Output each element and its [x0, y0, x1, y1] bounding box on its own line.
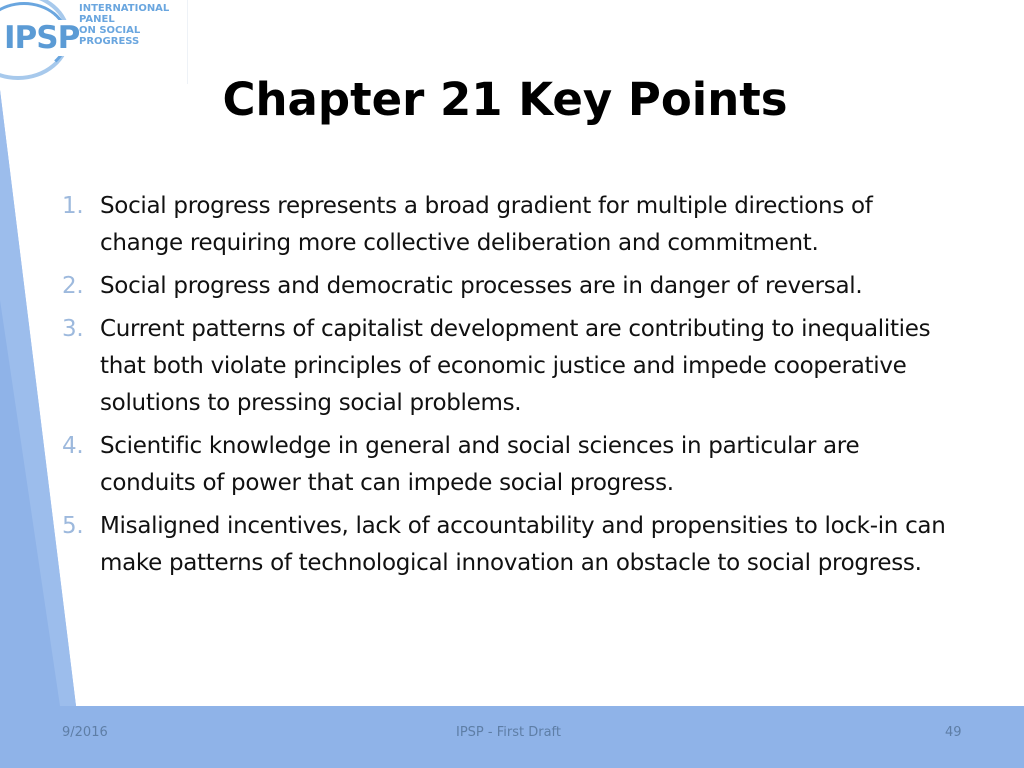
key-point-text: Social progress and democratic processes are in danger of reversal. — [100, 273, 863, 299]
slide-title: Chapter 21 Key Points — [222, 73, 788, 126]
key-point-number: 4. — [62, 433, 84, 459]
logo-org-line-2: ON SOCIAL PROGRESS — [79, 25, 141, 47]
logo-abbreviation: IPSP — [4, 20, 80, 56]
footer-date: 9/2016 — [62, 725, 108, 740]
logo-org-line-1: INTERNATIONAL PANEL — [79, 3, 170, 25]
key-point-number: 3. — [62, 316, 84, 342]
key-point-text: Social progress represents a broad gradient for multiple directions of change requiring more collective deliberation and commitment. — [100, 193, 873, 256]
key-point-text: Current patterns of capitalist development are contributing to inequalities that both violate principles of economic justice and impede cooperative solutions to pressing social problems. — [100, 316, 931, 416]
key-point-3 — [60, 311, 960, 422]
key-point-5 — [60, 508, 960, 582]
key-point-number: 5. — [62, 513, 84, 539]
logo-organization-name — [79, 3, 187, 47]
key-point-number: 1. — [62, 193, 84, 219]
key-point-number: 2. — [62, 273, 84, 299]
key-point-text: Misaligned incentives, lack of accountability and propensities to lock-in can make patterns of technological innovation an obstacle to social progress. — [100, 513, 946, 576]
footer-center-label: IPSP - First Draft — [456, 725, 561, 740]
key-point-4 — [60, 428, 960, 502]
key-point-1 — [60, 188, 960, 262]
key-points-list — [60, 188, 960, 588]
footer-page-number: 49 — [945, 725, 962, 740]
key-point-2 — [60, 268, 960, 305]
key-point-text: Scientific knowledge in general and social sciences in particular are conduits of power that can impede social progress. — [100, 433, 860, 496]
